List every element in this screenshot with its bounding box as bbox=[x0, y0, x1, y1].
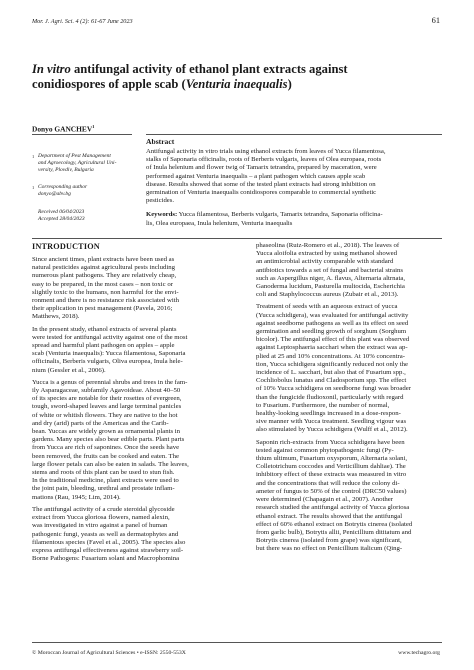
abstract-line: of Inula helenium and flower twig of Tamarix tetrandra, prepared by maceration, were bbox=[146, 164, 377, 172]
received-accepted-dates bbox=[38, 209, 85, 223]
text-line: Saponin rich-extracts from Yucca schidigera have been bbox=[256, 438, 405, 446]
affiliation-line: and Agroecology, Agricultural Uni- bbox=[38, 160, 117, 167]
text-line: In the traditional medicine, plant extracts were used to bbox=[32, 477, 179, 485]
abstract-line: stalks of Saponaria officinalis, roots of Berberis vulgaris, leaves of Olea europaea, roots bbox=[146, 156, 382, 164]
text-line: ronment and there is no resistance risk associated with bbox=[32, 297, 179, 305]
text-line: coli and Staphylococcus aureus (Zubair et al., 2013). bbox=[256, 291, 399, 299]
paragraph bbox=[32, 506, 232, 563]
footer-copyright: © Moroccan Journal of Agricultural Sciences • e-ISSN: 2550-553X bbox=[32, 650, 186, 656]
text-line: against Leptosphaeria sacchari when the extract was ap- bbox=[256, 344, 408, 352]
section-heading-introduction: INTRODUCTION bbox=[32, 242, 100, 251]
body-column-left bbox=[32, 256, 232, 567]
text-line: thium ultimum, Fusarium oxysporum, Alternaria solani, bbox=[256, 455, 408, 463]
text-line: incidence of L. sacchari, but also that of Fusarium spp., bbox=[256, 369, 406, 377]
text-line: scab (Venturia inaequalis): Yucca filamentosa, Saponaria bbox=[32, 350, 186, 358]
text-line: Yucca is a genus of perennial shrubs and trees in the fam- bbox=[32, 378, 188, 386]
text-line: extract from Yucca gloriosa flowers, named alexin, bbox=[32, 514, 170, 522]
body-divider bbox=[32, 238, 442, 239]
text-line: pathogenic fungi, yeasts as well as dermatophytes and bbox=[32, 530, 179, 538]
text-line: to Fusarium. Furthermore, the number of normal, bbox=[256, 401, 390, 409]
corresponding-symbol: 1 bbox=[32, 185, 35, 190]
abstract-line: germination of Venturia inaequalis conidiospores comparable to commercial synthetic bbox=[146, 189, 377, 197]
text-line: and the concentrations that will reduce the colony di- bbox=[256, 479, 400, 487]
footer-website[interactable]: www.techagro.org bbox=[398, 650, 440, 656]
author-name: Donyo GANCHEV$^1$ bbox=[32, 124, 95, 134]
text-line: against seedborne pathogens as well as its effect on seed bbox=[256, 319, 409, 327]
text-line: research studied the antifungal activity of Yucca gloriosa bbox=[256, 504, 410, 512]
text-line: were tested for antifungal activity against one of the most bbox=[32, 333, 188, 341]
abstract-line: pesticides. bbox=[146, 197, 175, 205]
title-line1: antifungal activity of ethanol plant extracts against bbox=[70, 62, 348, 76]
text-line: Colletotrichum coccodes and Verticillium dahliae). The bbox=[256, 463, 406, 471]
page-number: 61 bbox=[431, 16, 440, 25]
text-line: gardens. Many species also bear edible parts. Plant parts bbox=[32, 436, 185, 444]
text-line: ethanol extract. The results showed that the antifungal bbox=[256, 512, 403, 520]
text-line: Matthews, 2018). bbox=[32, 313, 80, 321]
text-line: healthy-looking seedlings increased in a dose-respon- bbox=[256, 410, 401, 418]
text-line: plied at 25 and 10% concentrations. At 10% concentra- bbox=[256, 352, 406, 360]
text-line: express antifungal effectiveness against strawberry soil- bbox=[32, 546, 184, 554]
keywords-text: Yucca filamentosa, Berberis vulgaris, Tamarix tetrandra, Saponaria officina- bbox=[177, 211, 383, 219]
text-line: phaseolina (Ruiz-Romero et al., 2018). The leaves of bbox=[256, 242, 400, 249]
text-line: antibiotics towards a set of fungal and bacterial strains bbox=[256, 266, 403, 274]
text-line: such as Aspergillus niger, A. flavus, Alternaria altrnata, bbox=[256, 274, 406, 282]
journal-header: Mor. J. Agri. Sci. 4 (2): 61-67 June 2023 bbox=[32, 18, 133, 25]
text-line: large flower petals can also be eaten in salads. The leaves, bbox=[32, 460, 189, 468]
text-line: tough, sword-shaped leaves and large terminal panicles bbox=[32, 403, 182, 411]
abstract-line: disease. Results showed that some of the tested plant extracts had strong inhibition on bbox=[146, 180, 376, 188]
text-line: tested against common phytopathogenic fungi (Py- bbox=[256, 446, 394, 454]
abstract-heading: Abstract bbox=[146, 137, 175, 146]
paragraph bbox=[32, 256, 232, 322]
text-line: Botrytis cinerea (isolated from grape) was significant, bbox=[256, 537, 402, 545]
keywords-label: Keywords: bbox=[146, 211, 178, 219]
title-species: Venturia inaequalis bbox=[185, 77, 288, 91]
abstract-line: Antifungal activity in vitro trials using ethanol extracts from leaves of Yucca filamentosa, bbox=[146, 148, 386, 155]
title-line2-post: ) bbox=[287, 77, 292, 91]
text-line: natural pesticides against agricultural pests including bbox=[32, 264, 176, 272]
text-line: an antimicrobial activity comparable with standard bbox=[256, 258, 394, 266]
text-line: ily Asparagaceae, subfamily Agavoideae. About 40–50 bbox=[32, 387, 181, 395]
abstract-divider bbox=[146, 134, 442, 135]
affiliation-line: Department of Pest Management bbox=[38, 153, 111, 159]
corresponding-author bbox=[32, 184, 132, 198]
text-line: Borne Pathogens: Fusarium solani and Macrophomina bbox=[32, 555, 180, 563]
corresponding-label: Corresponding author bbox=[38, 184, 88, 190]
received-date: Received 06/04/2023 bbox=[38, 209, 85, 215]
text-line: also stimulated by Yucca schidigera (Wulff et al., 2012). bbox=[256, 426, 408, 434]
text-line: were determined (Chapagain et al., 2007). Another bbox=[256, 496, 394, 504]
paper-title bbox=[32, 62, 442, 92]
paragraph bbox=[256, 303, 446, 434]
text-line: ameter of fungus to 50% of the control (DRC50 values) bbox=[256, 487, 407, 495]
text-line: of its species are notable for their rosettes of evergreen, bbox=[32, 395, 182, 403]
footer-divider bbox=[32, 642, 442, 643]
abstract-block bbox=[146, 137, 442, 228]
text-line: effect of 60% ethanol extract on Botrytis cinerea (isolated bbox=[256, 520, 413, 528]
text-line: spread and harmful plant pathogen on apples – apple bbox=[32, 342, 175, 350]
text-line: was investigated in vitro against a panel of human bbox=[32, 522, 168, 530]
text-line: numerous plant pathogens. They are relatively cheap, bbox=[32, 272, 177, 280]
text-line: (Yucca schidigera), was evaluated for antifungal activity bbox=[256, 311, 409, 319]
text-line: stems and roots of this plant can be used to stun fish. bbox=[32, 469, 175, 477]
text-line: The antifungal activity of a crude steroidal glycoside bbox=[32, 505, 175, 513]
text-line: bean. Yuccas are widely grown as ornamental plants in bbox=[32, 428, 181, 436]
text-line: been removed, the fruits can be cooked and eaten. The bbox=[32, 452, 180, 460]
left-divider bbox=[32, 134, 132, 135]
text-line: germination and seedling growth of sorghum (Sorghum bbox=[256, 328, 407, 336]
accepted-date: Accepted 28/04/2023 bbox=[38, 216, 85, 223]
affiliation-symbol: 1 bbox=[32, 154, 35, 159]
text-line: Ganoderma lucidum, Pasturella multocida, Escherichia bbox=[256, 283, 405, 291]
paragraph bbox=[32, 379, 232, 502]
author-affiliation-mark: 1 bbox=[92, 124, 95, 129]
paragraph bbox=[32, 326, 232, 375]
text-line: mations (Rau, 1945; Lim, 2014). bbox=[32, 493, 121, 501]
affiliation bbox=[32, 153, 132, 175]
text-line: In the present study, ethanol extracts of several plants bbox=[32, 325, 177, 333]
title-italic-part: In vitro bbox=[32, 62, 71, 76]
body-column-right bbox=[256, 242, 446, 558]
text-line: slightly toxic to the humans, non harmful for the envi- bbox=[32, 288, 179, 296]
text-line: but there was no effect on Penicillium italicum (Qing- bbox=[256, 545, 403, 553]
title-line2-pre: conidiospores of apple scab ( bbox=[32, 77, 186, 91]
text-line: sive manner with Yucca treatment. Seedling vigour was bbox=[256, 418, 407, 426]
text-line: tion, Yucca schidigera significantly reduced not only the bbox=[256, 360, 408, 368]
text-line: bicolor). The antifungal effect of this plant was observed bbox=[256, 336, 410, 344]
text-line: from garlic bulb), Botrytis allii, Penicillium dititatum and bbox=[256, 528, 412, 536]
text-line: officinalis, Berberis vulgaris, Oliva europea, Inula hele- bbox=[32, 358, 183, 366]
text-line: nium (Gessler et al., 2006). bbox=[32, 366, 106, 374]
text-line: filamentous species (Favel et al., 2005). The species also bbox=[32, 538, 186, 546]
text-line: Yucca aloifolia extracted by using methanol showed bbox=[256, 250, 397, 258]
affiliation-line: versity, Plovdiv, Bulgaria bbox=[38, 167, 94, 174]
text-line: of white or whitish flowers. They are native to the hot bbox=[32, 411, 178, 419]
text-line: their application in pest management (Pavela, 2016; bbox=[32, 305, 173, 313]
keywords-line bbox=[146, 211, 442, 219]
text-line: Treatment of seeds with an aqueous extract of yucca bbox=[256, 303, 398, 311]
text-line: of 10% Yucca schidigera on seedborne fungi was broader bbox=[256, 385, 411, 393]
text-line: the joint pain, bleeding, urethral and prostate inflam- bbox=[32, 485, 175, 493]
text-line: Cochliobolus lunatus and Cladosporium spp. The effect bbox=[256, 377, 407, 385]
text-line: Since ancient times, plant extracts have been used as bbox=[32, 256, 175, 263]
paragraph bbox=[256, 439, 446, 554]
keywords-line: lis, Olea europaea, Inula helenium, Venturia inaequalis bbox=[146, 219, 293, 227]
abstract-line: performed against Venturia inaequalis – a plant pathogen which causes apple scab bbox=[146, 172, 366, 180]
text-line: easy to be prepared, in the most cases – non toxic or bbox=[32, 280, 173, 288]
text-line: inhibitory effect of these extracts was measured in vitro bbox=[256, 471, 407, 479]
text-line: than the fungicide fludioxonil, particularly with regard bbox=[256, 393, 404, 401]
corresponding-email[interactable]: donyo@abv.bg bbox=[38, 191, 71, 198]
paragraph bbox=[256, 242, 446, 299]
text-line: from Yucca are rich of saponines. Once the seeds have bbox=[32, 444, 180, 452]
text-line: and dry (arid) parts of the Americas and the Carib- bbox=[32, 419, 169, 427]
